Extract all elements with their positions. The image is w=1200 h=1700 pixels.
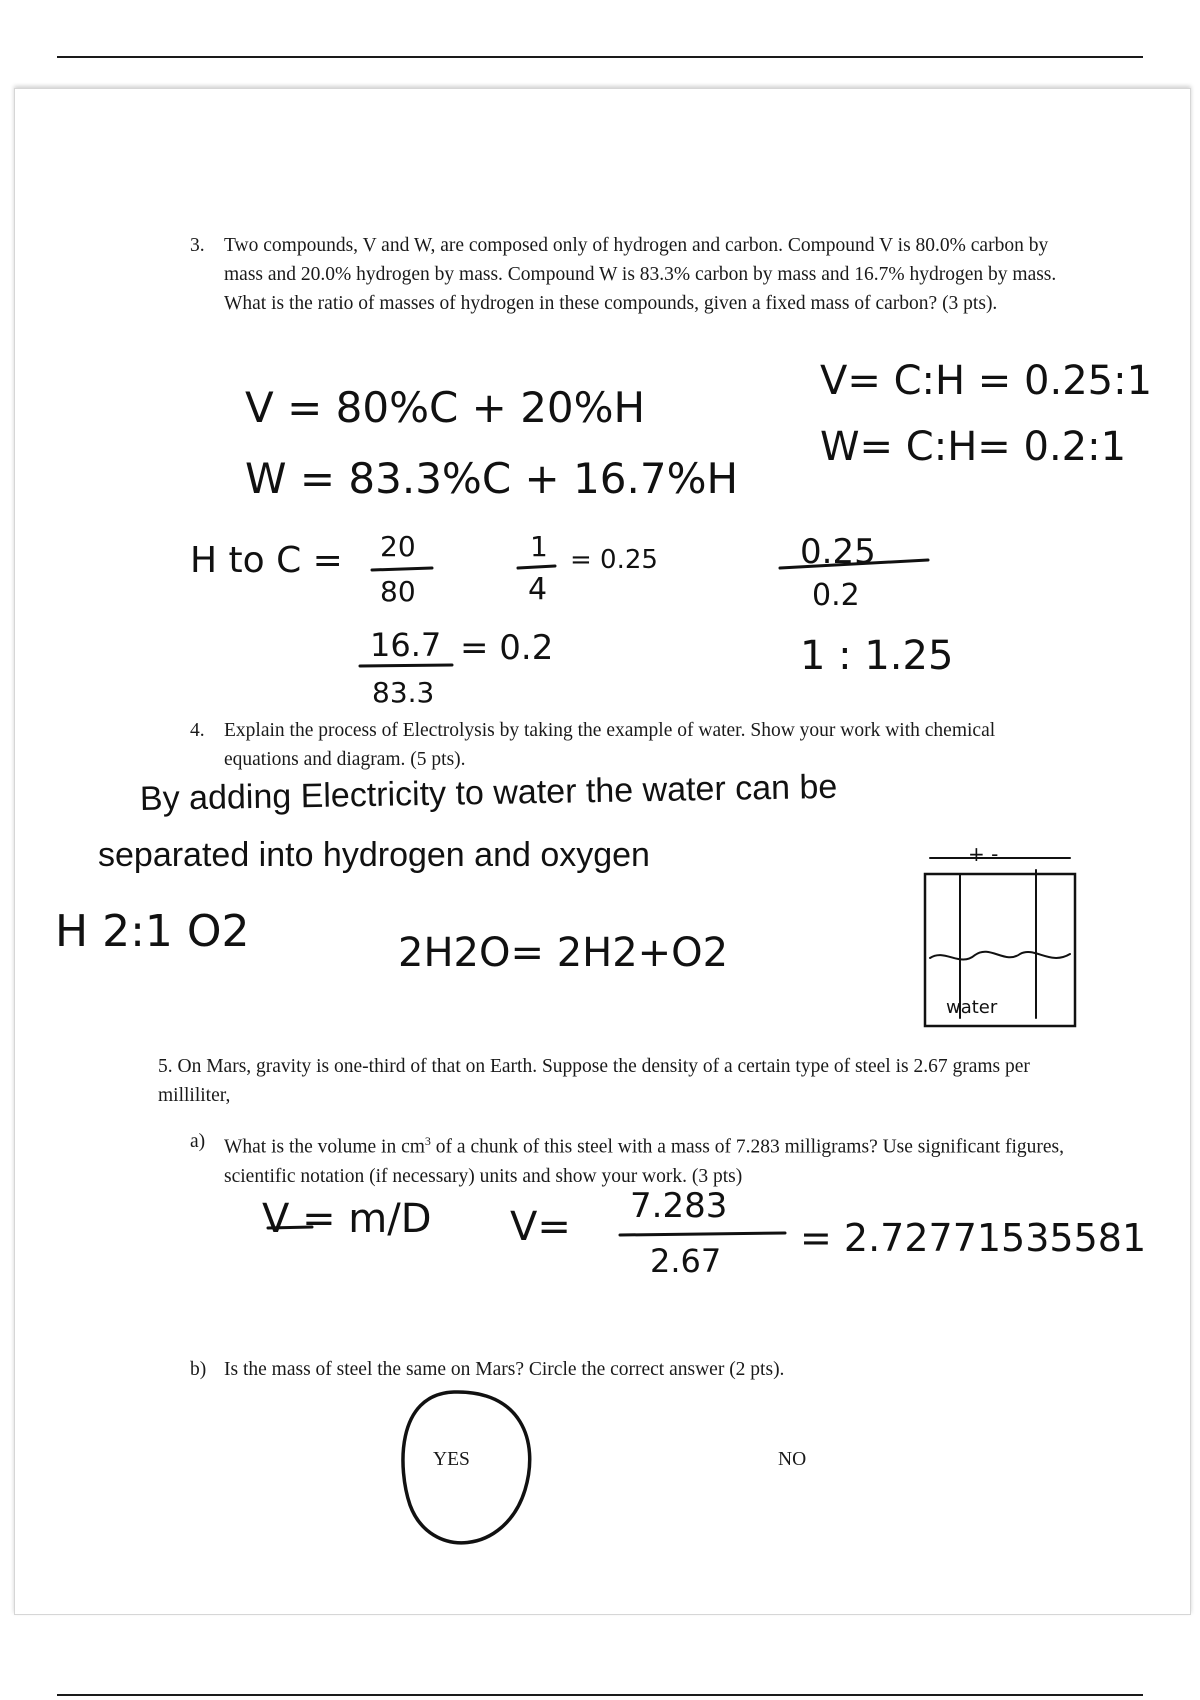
answer-no: NO [778,1449,807,1470]
frac2-bar [360,665,452,666]
ratio-w: W= C:H= 0.2:1 [820,424,1127,470]
question-5-stem: 5. On Mars, gravity is one-third of that on Earth. Suppose the density of a certain type of steel is 2.67 grams per milliliter, [158,1056,1030,1106]
frac2-denominator: 83.3 [372,676,435,709]
question-3-text: Two compounds, V and W, are composed only of hydrogen and carbon. Compound V is 80.0% carbon by mass and 20.0% hydrogen by mass. Compound W is 83.3% carbon by mass and 16.7% hydrogen by mass. What is the ratio of masses of hydrogen in these compounds, given a fixed mass of carbon? (3 pts). [224,235,1057,314]
volume-formula: V = m/D [262,1196,432,1242]
frac1-bar [372,568,432,570]
work-line-v: V = 80%C + 20%H [245,383,646,432]
question-5a-text-before: What is the volume in cm [224,1136,425,1158]
frac1-numerator: 20 [380,530,416,563]
volume-numerator: 7.283 [630,1186,728,1226]
answer-yes: YES [433,1449,470,1470]
frac3-numerator: 0.25 [800,532,876,572]
electrolysis-ratio: H 2:1 O2 [55,906,250,957]
ratio-v: V= C:H = 0.25:1 [820,358,1153,404]
answer-line-2: separated into hydrogen and oxygen [98,836,650,874]
quarter-denominator: 4 [528,572,548,607]
final-ratio: 1 : 1.25 [800,633,954,679]
question-3-number: 3. [190,235,205,256]
volume-denominator: 2.67 [650,1242,722,1280]
question-4-number: 4. [190,720,205,741]
electrolysis-equation: 2H2O= 2H2+O2 [398,930,729,976]
quarter-numerator: 1 [530,530,548,563]
question-5a-label: a) [190,1131,206,1152]
frac3-denominator: 0.2 [812,578,860,613]
diagram-sign: + - [968,842,999,866]
question-5b-text: Is the mass of steel the same on Mars? Circle the correct answer (2 pts). [224,1359,785,1380]
volume-fraction-bar [620,1233,785,1235]
volume-result: = 2.72771535581 [800,1216,1147,1260]
formula-fraction-bar [268,1227,312,1228]
h-to-c-label: H to C = [190,540,343,581]
frac3-bar [780,560,928,568]
frac2-numerator: 16.7 [370,626,442,664]
question-5a-superscript: 3 [424,1134,431,1148]
frac1-denominator: 80 [380,575,416,608]
water-level [930,952,1070,960]
diagram-water-label: water [946,997,998,1018]
volume-v-label: V= [510,1204,571,1250]
frac2-result: = 0.2 [460,628,554,668]
answer-line-1: By adding Electricity to water the water can be [139,767,838,818]
question-5a-text-after: of a chunk of this steel with a mass of 7.283 milligrams? Use significant figures, scientific notation (if necessary) units and show your work. (3 pts) [224,1136,1065,1187]
work-line-w: W = 83.3%C + 16.7%H [245,454,739,503]
yes-circle [403,1392,530,1543]
bottom-rule [57,1694,1143,1696]
question-4-text: Explain the process of Electrolysis by taking the example of water. Show your work with chemical equations and diagram. (5 pts). [224,720,996,770]
electrolysis-beaker [925,874,1075,1026]
frac1-result: = 0.25 [570,545,658,575]
quarter-bar [518,566,555,568]
question-5b-label: b) [190,1359,207,1380]
